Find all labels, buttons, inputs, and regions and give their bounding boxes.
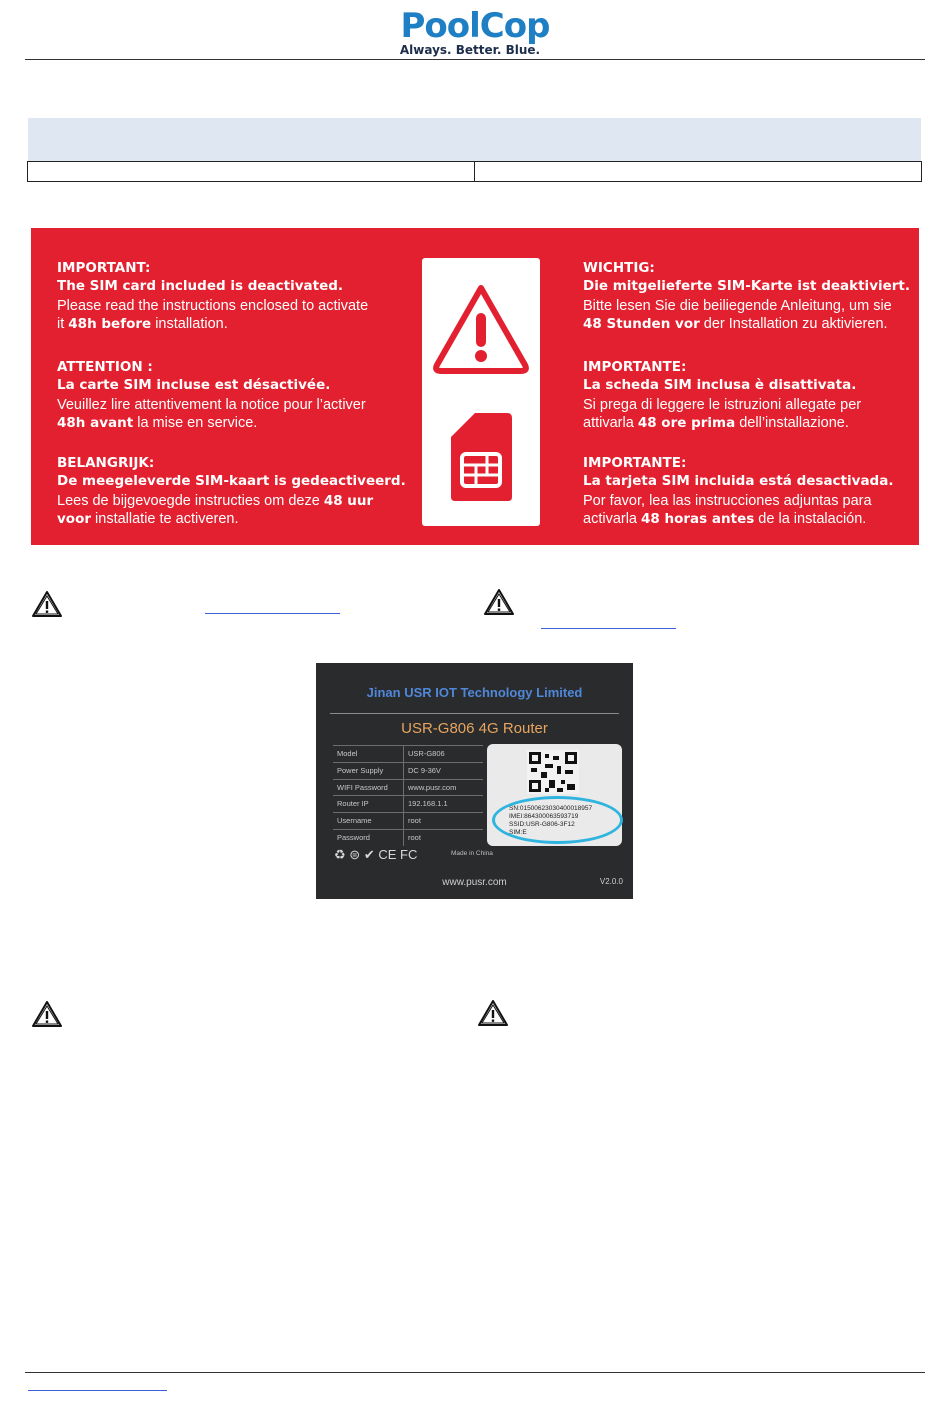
notice-block-es — [583, 454, 913, 528]
info-table — [27, 161, 922, 182]
notice-body: Veuillez lire attentivement la notice pour l’activer 48h avant la mise en service. — [57, 397, 366, 431]
notice-heading: IMPORTANT: — [57, 260, 151, 276]
ssid-highlight-circle — [492, 796, 623, 844]
info-table-cell — [28, 162, 474, 181]
warning-icon — [483, 588, 515, 616]
notice-body: Please read the instructions enclosed to activate it 48h before installation. — [57, 298, 369, 332]
recycle-bin-icon: ♻ — [334, 847, 346, 862]
notice-block-fr — [57, 358, 407, 432]
notice-subheading: La tarjeta SIM incluida está desactivada. — [583, 473, 894, 489]
router-company: Jinan USR IOT Technology Limited — [366, 685, 583, 700]
router-spec-table — [333, 745, 483, 846]
label-divider — [330, 713, 619, 714]
notice-subheading: The SIM card included is deactivated. — [57, 278, 344, 294]
notice-subheading: De meegeleverde SIM-kaart is gedeactiveerd. — [57, 473, 406, 489]
link-underline[interactable] — [541, 628, 676, 629]
notice-icon-card — [422, 258, 540, 526]
spec-row: Password root — [333, 829, 483, 846]
warning-icon — [31, 1000, 63, 1028]
spec-row: Model USR-G806 — [333, 745, 483, 762]
notice-body: Si prega di leggere le istruzioni allegate per attivarla 48 ore prima dell’installazione. — [583, 397, 862, 431]
notice-block-it — [583, 358, 913, 432]
logo-tagline: Always. Better. Blue. — [399, 43, 541, 57]
info-table-cell — [474, 162, 921, 181]
notice-body: Por favor, lea las instrucciones adjuntas para activarla 48 horas antes de la instalación. — [583, 493, 872, 527]
rohs-icon: ⊜ — [349, 847, 361, 862]
notice-heading: BELANGRIJK: — [57, 455, 155, 471]
notice-body: Lees de bijgevoegde instructies om deze 48 uur voor installatie te activeren. — [57, 493, 374, 527]
section-header-band — [28, 118, 921, 162]
sim-deactivated-notice — [31, 228, 919, 545]
logo-name: PoolCop — [400, 6, 550, 46]
spec-row: Username root — [333, 812, 483, 829]
made-in-text: Made in China — [451, 850, 493, 857]
notice-block-en — [57, 259, 407, 333]
notice-body: Bitte lesen Sie die beiliegende Anleitung, um sie 48 Stunden vor der Installation zu aktivieren. — [583, 298, 892, 332]
notice-subheading: Die mitgelieferte SIM-Karte ist deaktiviert. — [583, 278, 911, 294]
router-version: V2.0.0 — [599, 877, 623, 886]
notice-heading: IMPORTANTE: — [583, 359, 687, 375]
warning-icon — [477, 999, 509, 1027]
footer-link-underline[interactable] — [28, 1390, 167, 1391]
qr-code-icon — [527, 750, 579, 794]
logo — [0, 8, 950, 57]
notice-heading: IMPORTANTE: — [583, 455, 687, 471]
spec-row: Power Supply DC 9-36V — [333, 762, 483, 779]
router-url: www.pusr.com — [442, 877, 507, 888]
notice-heading: WICHTIG: — [583, 260, 655, 276]
header-divider — [25, 59, 925, 60]
notice-block-de — [583, 259, 913, 333]
router-label-photo — [316, 663, 633, 899]
sim-card-icon — [422, 258, 540, 526]
router-id-lines: SN:01500623030400018957 IMEI:864300063593719 SSID:USR-G806-3F12 SIM:E — [509, 805, 593, 836]
notice-heading: ATTENTION : — [57, 359, 153, 375]
certification-icons — [334, 847, 417, 863]
ce-fc-marks: CE FC — [378, 847, 418, 862]
notice-subheading: La carte SIM incluse est désactivée. — [57, 377, 331, 393]
notice-subheading: La scheda SIM inclusa è disattivata. — [583, 377, 857, 393]
notice-block-nl — [57, 454, 407, 528]
check-icon: ✔ — [363, 847, 375, 862]
spec-row: Router IP 192.168.1.1 — [333, 795, 483, 812]
spec-row: WIFI Password www.pusr.com — [333, 779, 483, 796]
router-id-sticker — [487, 744, 622, 846]
link-underline[interactable] — [205, 613, 340, 614]
router-model-title: USR-G806 4G Router — [401, 720, 548, 737]
footer-divider — [25, 1372, 925, 1373]
warning-icon — [31, 590, 63, 618]
